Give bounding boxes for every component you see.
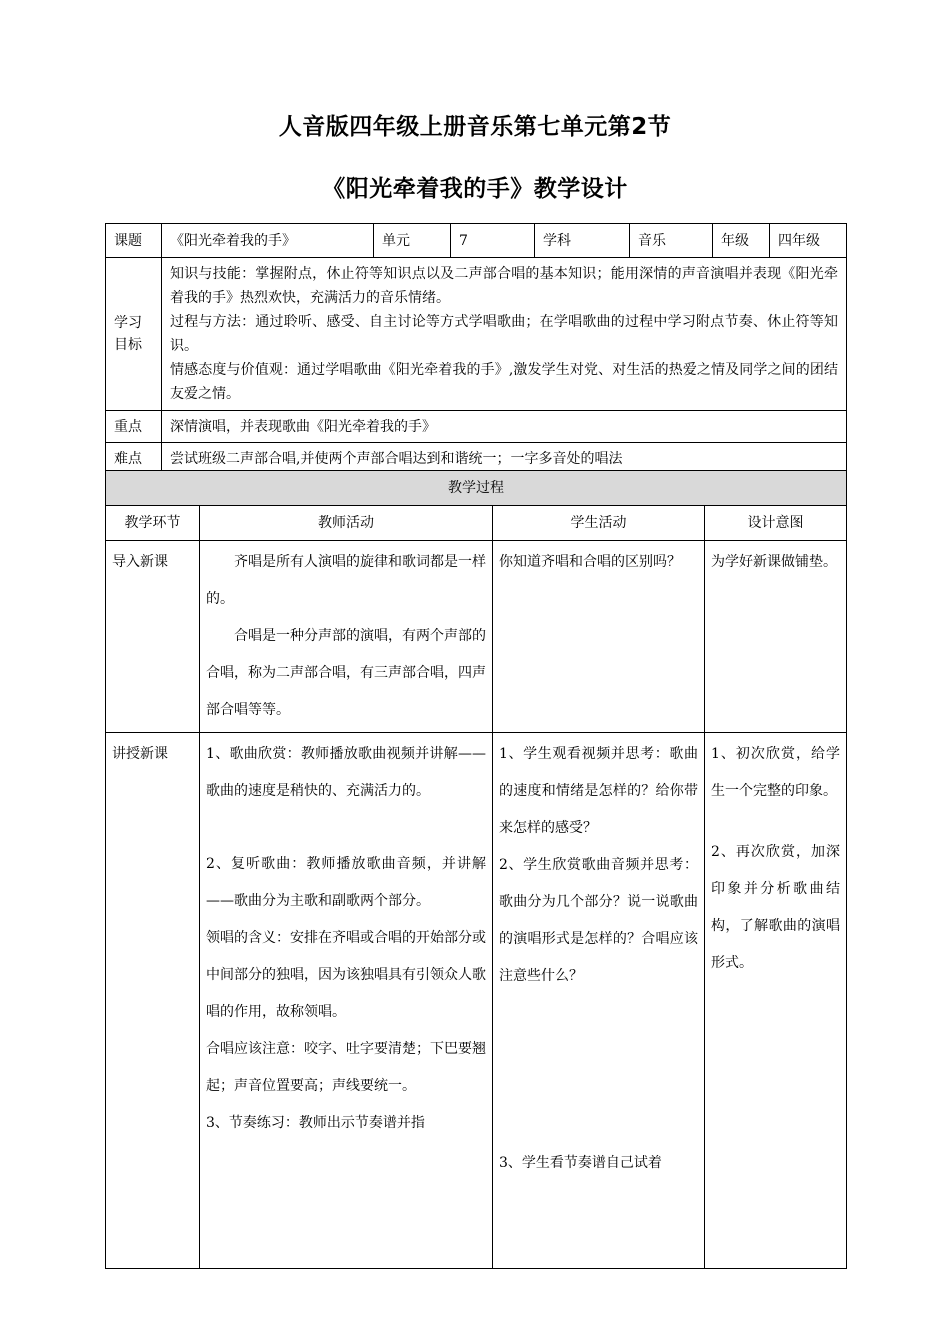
intent-intro: 为学好新课做铺垫。 (705, 541, 847, 733)
key-value: 深情演唱，并表现歌曲《阳光牵着我的手》 (162, 411, 847, 443)
info-row-goals (106, 258, 847, 411)
process-title-row (106, 471, 847, 506)
unit-label: 单元 (374, 224, 451, 258)
teacher-intro-p1: 齐唱是所有人演唱的旋律和歌词都是一样的。 (206, 554, 486, 607)
grade-label: 年级 (713, 224, 770, 258)
teacher-teach-p4: 合唱应该注意：咬字、吐字要清楚；下巴要翘起；声音位置要高；声线要统一。 (206, 1041, 486, 1094)
stage-intro: 导入新课 (106, 541, 200, 733)
teacher-intro (200, 541, 493, 733)
goal-process: 过程与方法：通过聆听、感受、自主讨论等方式学唱歌曲；在学唱歌曲的过程中学习附点节奏、休止符等知识。 (170, 314, 838, 354)
header-teacher: 教师活动 (200, 506, 493, 541)
header-intent: 设计意图 (705, 506, 847, 541)
teacher-teach-p1: 1、歌曲欣赏：教师播放歌曲视频并讲解——歌曲的速度是稍快的、充满活力的。 (206, 746, 486, 799)
student-teach-p1: 1、学生观看视频并思考：歌曲的速度和情绪是怎样的？给你带来怎样的感受？ (499, 746, 698, 836)
student-teach (493, 733, 705, 1269)
teacher-teach-p5: 3、节奏练习：教师出示节奏谱并指 (206, 1115, 425, 1131)
grade-value: 四年级 (770, 224, 847, 258)
header-student: 学生活动 (493, 506, 705, 541)
topic-value: 《阳光牵着我的手》 (162, 224, 374, 258)
subject-label: 学科 (535, 224, 630, 258)
process-header-row (106, 506, 847, 541)
intent-teach (705, 733, 847, 1269)
teacher-teach-p3: 领唱的含义：安排在齐唱或合唱的开始部分或中间部分的独唱，因为该独唱具有引领众人歌唱的作用，故称领唱。 (206, 930, 486, 1020)
key-label: 重点 (106, 411, 162, 443)
info-table (105, 223, 847, 475)
subject-value: 音乐 (630, 224, 713, 258)
info-row-basic (106, 224, 847, 258)
process-table (105, 470, 847, 1269)
student-intro: 你知道齐唱和合唱的区别吗？ (493, 541, 705, 733)
difficulty-value: 尝试班级二声部合唱,并使两个声部合唱达到和谐统一；一字多音处的唱法 (162, 443, 847, 475)
process-title: 教学过程 (106, 471, 847, 506)
info-row-key (106, 411, 847, 443)
teacher-teach-p2: 2、复听歌曲：教师播放歌曲音频，并讲解——歌曲分为主歌和副歌两个部分。 (206, 856, 486, 909)
goals-content (162, 258, 847, 411)
difficulty-label: 难点 (106, 443, 162, 475)
teacher-intro-p2: 合唱是一种分声部的演唱，有两个声部的合唱，称为二声部合唱，有三声部合唱，四声部合唱等等。 (206, 628, 486, 718)
document-title-line1: 人音版四年级上册音乐第七单元第2节 (278, 114, 672, 140)
goal-emotion: 情感态度与价值观：通过学唱歌曲《阳光牵着我的手》,激发学生对党、对生活的热爱之情及同学之间的团结友爱之情。 (170, 362, 838, 402)
stage-teach: 讲授新课 (106, 733, 200, 1269)
intent-teach-p1: 1、初次欣赏，给学生一个完整的印象。 (711, 746, 840, 799)
student-teach-p3: 3、学生看节奏谱自己试着 (499, 1155, 662, 1171)
goals-label: 学习目标 (106, 258, 162, 411)
topic-label: 课题 (106, 224, 162, 258)
unit-value: 7 (451, 224, 535, 258)
process-row-intro (106, 541, 847, 733)
student-teach-p2: 2、学生欣赏歌曲音频并思考：歌曲分为几个部分？说一说歌曲的演唱形式是怎样的？合唱应该注意些什么？ (499, 857, 698, 984)
header-stage: 教学环节 (106, 506, 200, 541)
document-title-line2: 《阳光牵着我的手》教学设计 (322, 176, 628, 202)
process-row-teach (106, 733, 847, 1269)
teacher-teach (200, 733, 493, 1269)
intent-teach-p2: 2、再次欣赏，加深印象并分析歌曲结构，了解歌曲的演唱形式。 (711, 844, 840, 971)
goal-knowledge: 知识与技能：掌握附点，休止符等知识点以及二声部合唱的基本知识；能用深情的声音演唱并表现《阳光牵着我的手》热烈欢快，充满活力的音乐情绪。 (170, 266, 838, 306)
